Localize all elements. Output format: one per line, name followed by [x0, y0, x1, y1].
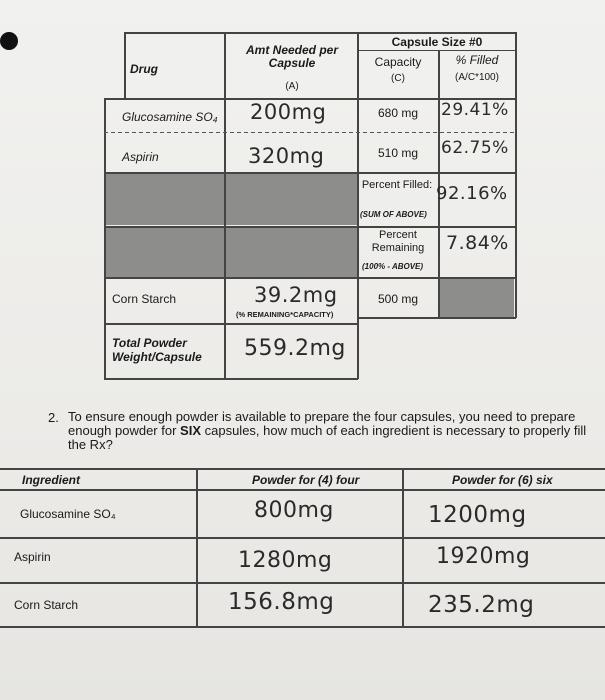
corn-starch-note: (% REMAINING*CAPACITY) [236, 310, 334, 319]
ingredient-row-aspirin: Aspirin [14, 550, 51, 564]
gray-cell-blank-2 [106, 227, 358, 277]
gray-cell-blank-3 [440, 277, 514, 317]
aspirin-pct: 62.75% [441, 138, 509, 158]
powder-four-header: Powder for (4) four [252, 473, 360, 487]
ingredient-row-glucosamine: Glucosamine SO₄ [20, 507, 116, 521]
aspirin-capacity: 510 mg [377, 146, 419, 160]
percent-filled-note: (SUM OF ABOVE) [360, 210, 427, 219]
glucosamine-capacity: 680 mg [377, 106, 419, 120]
percent-filled-value: 92.16% [436, 183, 508, 204]
aspirin-label: Aspirin [122, 150, 159, 164]
glucosamine-label: Glucosamine SO₄ [122, 110, 218, 124]
percent-filled-label: Percent Filled: [361, 179, 433, 191]
drug-header: Drug [130, 62, 158, 76]
capsule-size-header: Capsule Size #0 [391, 35, 483, 49]
glucosamine-six: 1200mg [428, 502, 527, 528]
question-text: To ensure enough powder is available to prepare the four capsules, you need to prepare enough powder for SIX capsules, how much of each ingredient is necessary to properly fill the Rx? [68, 409, 587, 452]
corn-starch-capacity: 500 mg [377, 292, 419, 306]
glucosamine-pct: 29.41% [441, 100, 509, 120]
pct-formula: (A/C*100) [455, 72, 499, 83]
percent-remaining-note: (100% - ABOVE) [362, 262, 424, 271]
aspirin-six: 1920mg [436, 544, 531, 569]
gray-cell-blank-1 [106, 173, 358, 225]
capacity-header: Capacity [374, 55, 422, 69]
percent-remaining-label: Percent Remaining [371, 229, 425, 254]
corn-starch-amount: 39.2mg [254, 283, 338, 307]
percent-remaining-value: 7.84% [446, 232, 509, 254]
aspirin-four: 1280mg [238, 548, 333, 573]
total-value: 559.2mg [244, 336, 346, 361]
glucosamine-four: 800mg [254, 498, 334, 523]
bullet-dot [0, 32, 18, 50]
question-number: 2. [48, 410, 59, 425]
amt-needed-header: Amt Needed per Capsule [245, 43, 339, 70]
corn-starch-four: 156.8mg [228, 589, 335, 615]
total-label: Total Powder Weight/Capsule [112, 336, 202, 364]
glucosamine-amount: 200mg [250, 100, 327, 124]
capacity-letter: (C) [391, 73, 405, 84]
ingredient-row-corn-starch: Corn Starch [14, 598, 79, 612]
powder-six-header: Powder for (6) six [452, 473, 553, 487]
amt-col-letter: (A) [285, 81, 299, 92]
corn-starch-label: Corn Starch [112, 292, 177, 306]
pct-filled-header: % Filled [455, 53, 499, 67]
corn-starch-six: 235.2mg [428, 592, 535, 618]
ingredient-header: Ingredient [22, 473, 81, 487]
aspirin-amount: 320mg [248, 144, 325, 168]
